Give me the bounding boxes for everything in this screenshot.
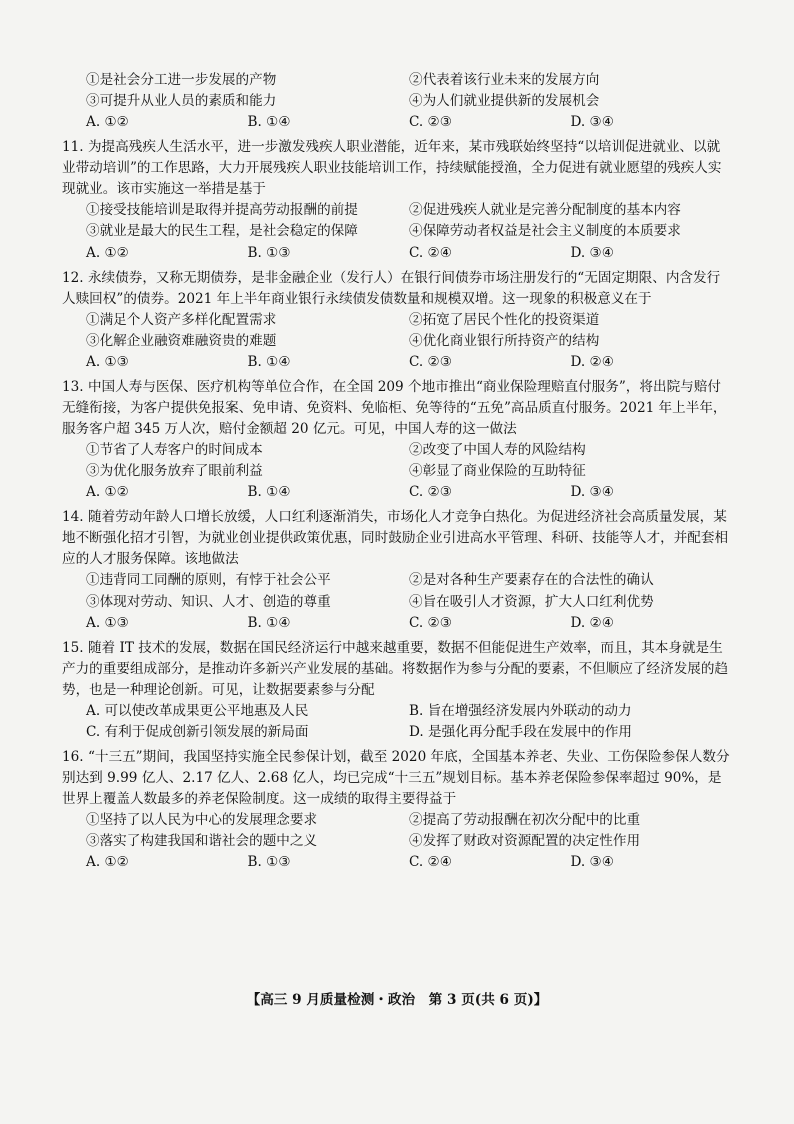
- question-10: [62, 70, 732, 133]
- q14-choice-a: A. ①③: [86, 614, 129, 631]
- q11-item-2: ②促进残疾人就业是完善分配制度的基本内容: [409, 202, 681, 219]
- q13-item-2: ②改变了中国人寿的风险结构: [409, 442, 586, 459]
- q14-choice-d: D. ②④: [570, 614, 614, 631]
- q14-stem: 14. 随着劳动年龄人口增长放缓，人口红利逐渐消失，市场化人才竞争白热化。为促进经济社会高质量发展，某地不断强化招才引智，为就业创业提供政策优惠，同时鼓励企业引进高水平管理、科研、技能等人才，并配套相应的人才服务保障。该地做法: [62, 509, 729, 568]
- q15-choice-c: C. 有利于促成创新引领发展的新局面: [86, 723, 309, 740]
- q10-choice-c: C. ②③: [409, 114, 452, 131]
- q16-item-2: ②提高了劳动报酬在初次分配中的比重: [409, 812, 641, 829]
- q10-item-2: ②代表着该行业未来的发展方向: [409, 72, 600, 88]
- q13-stem: 13. 中国人寿与医保、医疗机构等单位合作，在全国 209 个地市推出“商业保险理赔直付服务”，将出院与赔付无缝衔接，为客户提供免报案、免申请、免资料、免临柜、免等待的“五免”高品质直付服务。2021 年上半年，服务客户超 345 万人次，赔付金额超 20 亿元。可见，中国人寿的这一做法: [62, 378, 727, 437]
- q12-item-2: ②拓宽了居民个性化的投资渠道: [409, 311, 600, 328]
- question-11: [62, 137, 732, 263]
- q13-item-4: ④彰显了商业保险的互助特征: [409, 463, 586, 480]
- q13-item-3: ③为优化服务放弃了眼前利益: [86, 463, 263, 480]
- q13-choice-d: D. ③④: [570, 484, 614, 501]
- q10-item-3: ③可提升从业人员的素质和能力: [86, 93, 277, 110]
- q11-choice-c: C. ②④: [409, 244, 452, 261]
- question-12: [62, 268, 732, 373]
- question-13: [62, 377, 732, 503]
- question-14: [62, 507, 732, 633]
- q13-choice-b: B. ①④: [247, 484, 291, 501]
- q11-choice-b: B. ①③: [247, 244, 291, 261]
- q15-stem: 15. 随着 IT 技术的发展，数据在国民经济运行中越来越重要，数据不但能促进生产效率，而且，其本身就是生产力的重要组成部分，是推动许多新兴产业发展的基础。将数据作为参与分配的要素，不但顺应了经济发展的趋势，也是一种理论创新。可见，让数据要素参与分配: [62, 639, 729, 698]
- q10-item-1: ①是社会分工进一步发展的产物: [86, 72, 277, 88]
- q16-stem: 16. “十三五”期间，我国坚持实施全民参保计划，截至 2020 年底，全国基本养老、失业、工伤保险参保人数分别达到 9.99 亿人、2.17 亿人、2.68 亿人，均已完成“十三五”规划目标。基本养老保险参保率超过 90%，是世界上覆盖人数最多的养老保险制度。这一成绩的取得主要得益于: [62, 748, 730, 808]
- q12-item-4: ④优化商业银行所持资产的结构: [409, 332, 600, 349]
- question-16: [62, 747, 732, 873]
- q16-choice-d: D. ③④: [570, 854, 614, 871]
- q10-item-4: ④为人们就业提供新的发展机会: [409, 93, 600, 110]
- q15-choice-d: D. 是强化再分配手段在发展中的作用: [409, 723, 632, 740]
- q16-choice-a: A. ①②: [86, 854, 129, 871]
- q14-item-3: ③体现对劳动、知识、人才、创造的尊重: [86, 593, 331, 610]
- q16-item-3: ③落实了构建我国和谐社会的题中之义: [86, 833, 318, 850]
- q12-choice-c: C. ②③: [409, 353, 452, 370]
- q16-choice-c: C. ②④: [409, 854, 452, 871]
- q11-item-3: ③就业是最大的民生工程，是社会稳定的保障: [86, 223, 358, 240]
- q11-choice-d: D. ③④: [570, 244, 614, 261]
- page-footer: 【高三 9 月质量检测・政治 第 3 页(共 6 页)】: [246, 992, 548, 1008]
- q12-stem: 12. 永续债券，又称无期债券，是非金融企业（发行人）在银行间债券市场注册发行的“无固定期限、内含发行人赎回权”的债券。2021 年上半年商业银行永续债发债数量和规模双增。这一现象的积极意义在于: [62, 269, 721, 307]
- q14-item-4: ④旨在吸引人才资源，扩大人口红利优势: [409, 593, 654, 610]
- q11-stem: 11. 为提高残疾人生活水平，进一步激发残疾人职业潜能，近年来，某市残联始终坚持“以培训促进就业、以就业带动培训”的工作思路，大力开展残疾人职业技能培训工作，持续赋能授渔，全力促进有就业愿望的残疾人实现就业。该市实施这一举措是基于: [62, 139, 722, 198]
- q16-choice-b: B. ①③: [247, 854, 291, 871]
- q12-item-1: ①满足个人资产多样化配置需求: [86, 311, 277, 328]
- q12-choice-b: B. ①④: [247, 353, 291, 370]
- q14-item-1: ①违背同工同酬的原则，有悖于社会公平: [86, 572, 331, 589]
- q15-choice-b: B. 旨在增强经济发展内外联动的动力: [409, 702, 632, 719]
- q12-item-3: ③化解企业融资难融资贵的难题: [86, 332, 277, 349]
- q13-item-1: ①节省了人寿客户的时间成本: [86, 442, 263, 459]
- q13-choice-c: C. ②③: [409, 484, 452, 501]
- q12-choice-a: A. ①③: [86, 353, 129, 370]
- question-15: [62, 638, 732, 743]
- q14-choice-b: B. ①④: [247, 614, 291, 631]
- q16-item-1: ①坚持了以人民为中心的发展理念要求: [86, 812, 318, 829]
- q13-choice-a: A. ①②: [86, 484, 129, 501]
- q11-item-1: ①接受技能培训是取得并提高劳动报酬的前提: [86, 202, 358, 219]
- q11-choice-a: A. ①②: [86, 244, 129, 261]
- q10-choice-b: B. ①④: [247, 114, 291, 131]
- q14-item-2: ②是对各种生产要素存在的合法性的确认: [409, 572, 654, 589]
- q16-item-4: ④发挥了财政对资源配置的决定性作用: [409, 833, 641, 850]
- q11-item-4: ④保障劳动者权益是社会主义制度的本质要求: [409, 223, 681, 240]
- q12-choice-d: D. ②④: [570, 353, 614, 370]
- q15-choice-a: A. 可以使改革成果更公平地惠及人民: [86, 702, 309, 719]
- q10-choice-a: A. ①②: [86, 114, 129, 131]
- q10-choice-d: D. ③④: [570, 114, 614, 131]
- q14-choice-c: C. ②③: [409, 614, 452, 631]
